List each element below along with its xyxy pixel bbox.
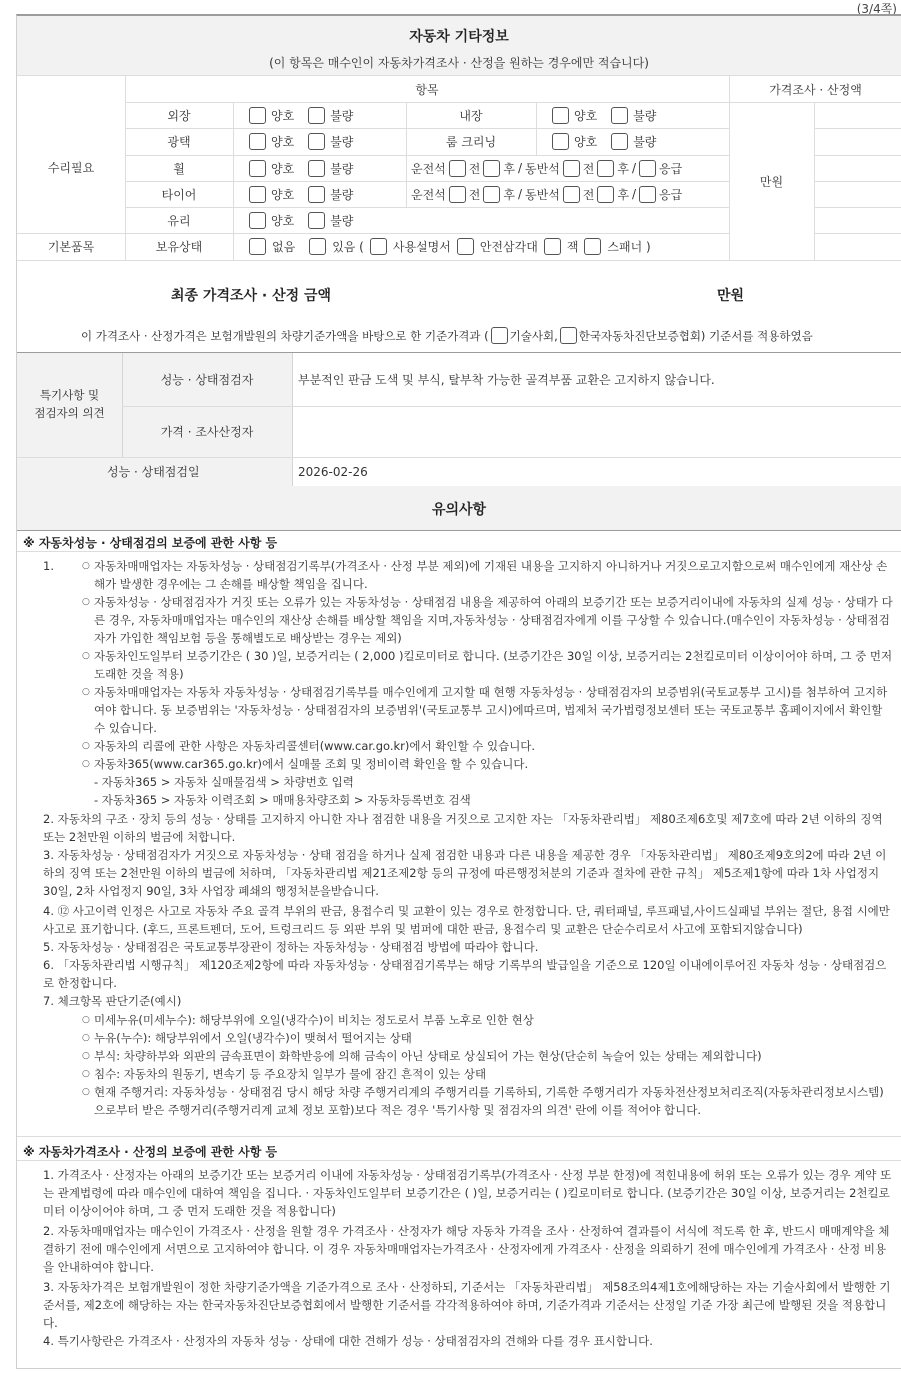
inspection-date-label bbox=[107, 457, 292, 486]
glass-bad-checkbox[interactable] bbox=[308, 212, 325, 229]
final-note bbox=[81, 327, 813, 344]
tire-emergency-checkbox[interactable] bbox=[639, 186, 656, 203]
wheel-passenger-rear-checkbox[interactable] bbox=[597, 160, 614, 177]
text-label: 전 bbox=[468, 187, 481, 202]
tire-position-options bbox=[411, 181, 682, 207]
text-label: 후 bbox=[617, 187, 629, 202]
gloss-bad-checkbox[interactable] bbox=[308, 133, 325, 150]
exterior-options bbox=[249, 102, 353, 128]
notice-item-4: 4. ⑫ 사고이력 인정은 사고로 자동차 주요 골격 부위의 판금, 용접수리 및 교환이 있는 경우로 한정합니다. 단, 쿼터패널, 루프패널,사이드실패널 부위는 절단, 용접 시에만 사고로 표기합니다. (후드, 프론트펜더, 도어, 트렁크리드 등 외판 부위 및 범퍼에 대한 판금, 용접수리 및 교환은 단순수리로서 사고에 포함되지않습니다) bbox=[43, 904, 890, 936]
price-unit bbox=[729, 102, 814, 260]
basic-label: 기본품목 bbox=[47, 240, 95, 254]
text-label: 불량 bbox=[330, 108, 354, 123]
glass-good-checkbox[interactable] bbox=[249, 212, 266, 229]
notice-bullet: ○ 자동차의 리콜에 관한 사항은 자동차리콜센터(www.car.go.kr)에서 확인할 수 있습니다. bbox=[94, 737, 894, 755]
opinion-label: 특기사항 및 점검자의 의견 bbox=[34, 388, 105, 420]
notice-bullet: ○ 현재 주행거리: 자동차성능 · 상태점검 당시 해당 차량 주행거리계의 주행거리를 기록하되, 기록한 주행거리가 자동차전산정보처리조직(자동차관리정보시스템)으로부터 받은 주행거리(주행거리계 교체 정보 포함)보다 적은 경우 '특기사항 및 점검자의 의견' 란에 이를 적어야 합니다. bbox=[94, 1083, 894, 1119]
text-label: 전 bbox=[582, 187, 595, 202]
text-label: 내장 bbox=[459, 108, 483, 123]
document-frame: 자동차 기타정보 (이 항목은 매수인이 자동차가격조사 · 산정을 원하는 경우에만 적습니다) 항목 가격조사 · 산정액 수리필요 기본품목 외장 광택 휠 타이어 유리 보유상태 양호 불량 양호 불량 양호 불량 양호 불량 양호 불량 내장 룸 크리닝 양호 불량 양호 불량 운전석 전 후 / 동반석 전 후 / 응급 운전석 전 후 / 동반석 전 후 / 응급 없음 있음 ( 사용설명서 안전삼각대 잭 스패너 ) 만원 최종 가격조사 · 산정 금액 만원 이 가격조사 · 산정가격은 보험개발원의 차량기준가액을 바탕으로 한 기준가격과 ( 기술사회, 한국자동차진단보증협회) 기준서를 적용하였음 특기사항 및 점검자의 의견 성능 · 상태점검자 부분적인 판금 도색 및 부식, 탈부착 가능한 골격부품 교환은 고지하지 않습니다. 가격 · 조사산정자 성능 · 상태점검일 2026-02-26 유의사항 ※ 자동차성능 · 상태점검의 보증에 관한 사항 등 1. ○ 자동차매매업자는 자동차성능 · 상태점검기록부(가격조사 · 산정 부분 제외)에 기재된 내용을 고지하지 아니하거나 거짓으로고지함으로써 매수인에게 재산상 손해가 발생한 경우에는 그 손해를 배상할 책임을 집니다. ○ 자동차성능 · 상태점검자가 거짓 또는 오류가 있는 자동차성능 · 상태점검 내용을 제공하여 아래의 보증기간 또는 보증거리이내에 자동차의 실제 성능 · 상태가 다른 경우, 자동차매매업자는 매수인의 재산상 손해를 배상할 책임을 지며,자동차성능 · 상태점검자에게 이를 구상할 수 있습니다.(매수인이 자동차성능 · 상태점검자가 가입한 책임보험 등을 통해별도로 배상받는 경우는 제외) ○ 자동차인도일부터 보증기간은 ( 30 )일, 보증거리는 ( 2,000 )킬로미터로 합니다. (보증기간은 30일 이상, 보증거리는 2천킬로미터 이상이어야 하며, 그 중 먼저 도래한 것을 적용) ○ 자동차매매업자는 자동차 자동차성능 · 상태점검기록부를 매수인에게 고지할 때 현행 자동차성능 · 상태점검자의 보증범위(국토교통부 고시)를 첨부하여 고지하여야 합니다. 동 보증범위는 '자동차성능 · 상태점검자의 보증범위'(국토교통부 고시)에따르며, 법제처 국가법령정보센터 또는 국토교통부 홈페이지에서 확인할 수 있습니다. ○ 자동차의 리콜에 관한 사항은 자동차리콜센터(www.car.go.kr)에서 확인할 수 있습니다. ○ 자동차365(www.car365.go.kr)에서 실매물 조회 및 정비이력 확인을 할 수 있습니다. - 자동차365 > 자동차 실매물검색 > 차량번호 입력 - 자동차365 > 자동차 이력조회 > 매매용차량조회 > 자동차등록번호 검색 2. 자동차의 구조 · 장치 등의 성능 · 상태를 고지하지 아니한 자나 점검한 내용을 거짓으로 고지한 자는 「자동차관리법」 제80조제6호및 제7호에 따라 2년 이하의 징역 또는 2천만원 이하의 벌금에 처합니다. 3. 자동차성능 · 상태점검자가 거짓으로 자동차성능 · 상태 점검을 하거나 실제 점검한 내용과 다른 내용을 제공한 경우 「자동차관리법」 제80조제9호의2에 따라 2년 이하의 징역 또는 2천만원 이하의 벌금에 처하며, 「자동차관리법 제21조제2항 등의 규정에 따른행정처분의 기준과 절차에 관한 규칙」 제5조제1항에 따라 1차 사업정지 30일, 2차 사업정지 90일, 3차 사업장 폐쇄의 행정처분을받습니다. 4. ⑫ 사고이력 인정은 사고로 자동차 주요 골격 부위의 판금, 용접수리 및 교환이 있는 경우로 한정합니다. 단, 쿼터패널, 루프패널,사이드실패널 부위는 절단, 용접 시에만 사고로 표기합니다. (후드, 프론트펜더, 도어, 트렁크리드 등 외판 부위 및 범퍼에 대한 판금, 용접수리 및 교환은 단순수리로서 사고에 포함되지않습니다) 5. 자동차성능 · 상태점검은 국토교통부장관이 정하는 자동차성능 · 상태점검 방법에 따라야 합니다. 6. 「자동차관리법 시행규칙」 제120조제2항에 따라 자동차성능 · 상태점검기록부는 해당 기록부의 발급일을 기준으로 120일 이내에이루어진 자동차 성능 · 상태점검으로 한정합니다. 7. 체크항목 판단기준(예시) ○ 미세누유(미세누수): 해당부위에 오일(냉각수)이 비치는 정도로서 부품 노후로 인한 현상 ○ 누유(누수): 해당부위에서 오일(냉각수)이 맺혀서 떨어지는 상태 ○ 부식: 차량하부와 외판의 금속표면이 화학반응에 의해 금속이 아닌 상태로 상실되어 가는 현상(단순히 녹슬어 있는 상태는 제외합니다) ○ 침수: 자동차의 원동기, 변속기 등 주요장치 일부가 물에 잠긴 흔적이 있는 상태 ○ 현재 주행거리: 자동차성능 · 상태점검 당시 해당 차량 주행거리계의 주행거리를 기록하되, 기록한 주행거리가 자동차전산정보처리조직(자동차관리정보시스템)으로부터 받은 주행거리(주행거리계 교체 정보 포함)보다 적은 경우 '특기사항 및 점검자의 의견' 란에 이를 적어야 합니다. ※ 자동차가격조사 · 산정의 보증에 관한 사항 등 1. 가격조사 · 산정자는 아래의 보증기간 또는 보증거리 이내에 자동차성능 · 상태점검기록부(가격조사 · 산정 부분 한정)에 적힌내용에 허위 또는 오류가 있는 경우 계약 또는 관계법령에 따라 매수인에 대하여 책임을 집니다. · 자동차인도일부터 보증기간은 ( )일, 보증거리는 ( )킬로미터로 합니다. (보증기간은 30일 이상, 보증거리는 2천킬로미터 이상이어야 하며, 그 중 먼저 도래한 것을 적용합니다) 2. 자동차매매업자는 매수인이 가격조사 · 산정을 원할 경우 가격조사 · 산정자가 해당 자동차 가격을 조사 · 산정하여 결과를이 서식에 적도록 한 후, 반드시 매매계약을 체결하기 전에 매수인에게 서면으로 고지하여야 합니다. 이 경우 자동차매매업자는가격조사 · 산정자에게 가격조사 · 산정을 의뢰하기 전에 매수인에게 가격조사 · 산정 비용을 안내하여야 합니다. 3. 자동차가격은 보험개발원이 정한 차량기준가액을 기준가격으로 조사 · 산정하되, 기준서는 「자동차관리법」 제58조의4제1호에해당하는 자는 기술사회에서 발행한 기준서를, 제2호에 해당하는 자는 한국자동차진단보증협회에서 발행한 기준서를 각각적용하여야 하며, 기준가격과 기준서는 산정일 기준 가장 최근에 발행된 것을 적용합니다. 4. 특기사항란은 가격조사 · 산정자의 자동차 성능 · 상태에 대한 견해가 성능 · 상태점검자의 견해와 다를 경우 표시합니다. bbox=[16, 14, 901, 1369]
text-label: 불량 bbox=[633, 108, 657, 123]
text-label: 양호 bbox=[271, 213, 295, 228]
interior-options bbox=[552, 102, 656, 128]
wheel-position-options bbox=[411, 155, 682, 181]
price-notice-1: 1. 가격조사 · 산정자는 아래의 보증기간 또는 보증거리 이내에 자동차성능 · 상태점검기록부(가격조사 · 산정 부분 한정)에 적힌내용에 허위 또는 오류가 있는 경우 계약 또는 관계법령에 따라 매수인에 대하여 책임을 집니다. · 자동차인도일부터 보증기간은 ( )일, 보증거리는 ( )킬로미터로 합니다. (보증기간은 30일 이상, 보증거리는 2천킬로미터 이상이어야 하며, 그 중 먼저 도래한 것을 적용합니다) bbox=[43, 1168, 892, 1218]
text-label: 이 가격조사 · 산정가격은 보험개발원의 차량기준가액을 바탕으로 한 기준가격과 ( bbox=[81, 328, 489, 343]
text-label: / bbox=[517, 187, 523, 201]
notice-item-3: 3. 자동차성능 · 상태점검자가 거짓으로 자동차성능 · 상태 점검을 하거나 실제 점검한 내용과 다른 내용을 제공한 경우 「자동차관리법」 제80조제9호의2에 따라 2년 이하의 징역 또는 2천만원 이하의 벌금에 처하며, 「자동차관리법 제21조제2항 등의 규정에 따른행정처분의 기준과 절차에 관한 규칙」 제5조제1항에 따라 1차 사업정지 30일, 2차 사업정지 90일, 3차 사업장 폐쇄의 행정처분을받습니다. bbox=[43, 848, 887, 898]
text-label: 전 bbox=[468, 161, 481, 176]
notice-bullet: ○ 자동차매매업자는 자동차 자동차성능 · 상태점검기록부를 매수인에게 고지할 때 현행 자동차성능 · 상태점검자의 보증범위(국토교통부 고시)를 첨부하여 고지하여야 합니다. 동 보증범위는 '자동차성능 · 상태점검자의 보증범위'(국토교통부 고시)에따르며, 법제처 국가법령정보센터 또는 국토교통부 홈페이지에서 확인할 수 있습니다. bbox=[94, 683, 894, 737]
notice-item-7: 7. 체크항목 판단기준(예시) bbox=[43, 994, 182, 1008]
text-label: 사용설명서 bbox=[392, 240, 451, 254]
notice-bullet: ○ 자동차성능 · 상태점검자가 거짓 또는 오류가 있는 자동차성능 · 상태점검 내용을 제공하여 아래의 보증기간 또는 보증거리이내에 자동차의 실제 성능 · 상태가 다른 경우, 자동차매매업자는 매수인의 재산상 손해를 배상할 책임을 지며,자동차성능 · 상태점검자에게 이를 구상할 수 있습니다.(매수인이 자동차성능 · 상태점검자가 가입한 책임보험 등을 통해별도로 배상받는 경우는 제외) bbox=[94, 593, 894, 647]
text-label: 불량 bbox=[330, 135, 354, 149]
text-label: 성능 · 상태점검자 bbox=[160, 373, 254, 387]
inspector-label bbox=[122, 353, 292, 406]
exterior-good-checkbox[interactable] bbox=[249, 107, 266, 124]
kadia-checkbox[interactable] bbox=[560, 327, 577, 344]
text-label: 후 bbox=[617, 161, 629, 176]
text-label: 불량 bbox=[330, 213, 354, 228]
text-label: 전 bbox=[582, 161, 595, 176]
text-label: 있음 ( bbox=[332, 240, 364, 254]
final-price-label: 최종 가격조사 · 산정 금액 bbox=[171, 288, 332, 304]
tire-passenger-rear-checkbox[interactable] bbox=[597, 186, 614, 203]
text-label: 만원 bbox=[759, 174, 784, 189]
text-label: 운전석 bbox=[411, 161, 446, 176]
price-notice-3: 3. 자동차가격은 보험개발원이 정한 차량기준가액을 기준가격으로 조사 · 산정하되, 기준서는 「자동차관리법」 제58조의4제1호에해당하는 자는 기술사회에서 발행한 기준서를, 제2호에 해당하는 자는 한국자동차진단보증협회에서 발행한 기준서를 각각적용하여야 하며, 기준가격과 기준서는 산정일 기준 가장 최근에 발행된 것을 적용합니다. bbox=[43, 1280, 891, 1330]
possession-label: 보유상태 bbox=[155, 240, 203, 254]
inspection-date bbox=[298, 457, 598, 486]
text-label: 양호 bbox=[574, 135, 598, 149]
tire-good-checkbox[interactable] bbox=[249, 186, 266, 203]
item-header: 항목 bbox=[415, 82, 439, 97]
triangle-checkbox[interactable] bbox=[457, 238, 474, 255]
room-cleaning-good-checkbox[interactable] bbox=[552, 133, 569, 150]
final-price-unit: 만원 bbox=[717, 288, 745, 304]
text-label: 후 bbox=[503, 187, 515, 202]
room-cleaning-bad-checkbox[interactable] bbox=[611, 133, 628, 150]
warranty-section-title: ※ 자동차성능 · 상태점검의 보증에 관한 사항 등 bbox=[23, 536, 278, 550]
tire-driver-front-checkbox[interactable] bbox=[449, 186, 466, 203]
exterior-label: 외장 bbox=[167, 108, 191, 123]
text-label: 후 bbox=[503, 161, 515, 176]
text-label: 동반석 bbox=[525, 187, 560, 202]
tire-passenger-front-checkbox[interactable] bbox=[563, 186, 580, 203]
final-price-section bbox=[17, 270, 901, 352]
text-label: / bbox=[517, 161, 523, 175]
wheel-driver-rear-checkbox[interactable] bbox=[483, 160, 500, 177]
text-label: 없음 bbox=[272, 240, 296, 254]
text-label: 2026-02-26 bbox=[298, 464, 368, 479]
exterior-bad-checkbox[interactable] bbox=[308, 107, 325, 124]
notice-bullet: ○ 자동차인도일부터 보증기간은 ( 30 )일, 보증거리는 ( 2,000 )킬로미터로 합니다. (보증기간은 30일 이상, 보증거리는 2천킬로미터 이상이어야 하며, 그 중 먼저 도래한 것을 적용) bbox=[94, 647, 894, 683]
gloss-options bbox=[249, 128, 353, 155]
notice-bullet: ○ 부식: 차량하부와 외판의 금속표면이 화학반응에 의해 금속이 아닌 상태로 상실되어 가는 현상(단순히 녹슬어 있는 상태는 제외합니다) bbox=[94, 1047, 894, 1065]
tire-bad-checkbox[interactable] bbox=[308, 186, 325, 203]
wheel-options bbox=[249, 155, 353, 181]
text-label: 기술사회, bbox=[509, 328, 558, 343]
text-label: 잭 bbox=[566, 240, 579, 254]
text-label: 양호 bbox=[574, 108, 598, 123]
text-label: 양호 bbox=[271, 135, 295, 149]
notice-item-2: 2. 자동차의 구조 · 장치 등의 성능 · 상태를 고지하지 아니한 자나 점검한 내용을 거짓으로 고지한 자는 「자동차관리법」 제80조제6호및 제7호에 따라 2년 이하의 징역 또는 2천만원 이하의 벌금에 처합니다. bbox=[43, 812, 883, 844]
interior-bad-checkbox[interactable] bbox=[611, 107, 628, 124]
repair-label: 수리필요 bbox=[47, 161, 95, 175]
text-label: 한국자동차진단보증협회) 기준서를 적용하였음 bbox=[578, 328, 813, 343]
notice-bullet: ○ 자동차365(www.car365.go.kr)에서 실매물 조회 및 정비이력 확인을 할 수 있습니다. bbox=[94, 755, 894, 773]
tire-options bbox=[249, 181, 353, 207]
text-label: 양호 bbox=[271, 161, 295, 176]
text-label: 응급 bbox=[659, 161, 683, 176]
possession-have-checkbox[interactable] bbox=[309, 238, 326, 255]
notice-bullet: ○ 누유(누수): 해당부위에서 오일(냉각수)이 맺혀서 떨어지는 상태 bbox=[94, 1029, 894, 1047]
wheel-good-checkbox[interactable] bbox=[249, 160, 266, 177]
room-cleaning-label bbox=[406, 128, 536, 155]
pricer-label bbox=[122, 406, 292, 457]
wheel-label: 휠 bbox=[173, 161, 185, 176]
text-label: 안전삼각대 bbox=[479, 240, 538, 254]
notice-title: 유의사항 bbox=[431, 502, 487, 518]
possession-options bbox=[249, 233, 651, 260]
text-label: 불량 bbox=[330, 187, 354, 202]
section-header bbox=[17, 16, 901, 75]
possession-none-checkbox[interactable] bbox=[249, 238, 266, 255]
manual-checkbox[interactable] bbox=[370, 238, 387, 255]
notice-bullet: ○ 침수: 자동차의 원동기, 변속기 등 주요장치 일부가 물에 잠긴 흔적이 있는 상태 bbox=[94, 1065, 894, 1083]
interior-label bbox=[406, 102, 536, 128]
wheel-emergency-checkbox[interactable] bbox=[639, 160, 656, 177]
text-label: 양호 bbox=[271, 187, 295, 202]
text-label: 응급 bbox=[659, 187, 683, 202]
tire-driver-rear-checkbox[interactable] bbox=[483, 186, 500, 203]
notice-bullet: ○ 미세누유(미세누수): 해당부위에 오일(냉각수)이 비치는 정도로서 부품 노후로 인한 현상 bbox=[94, 1011, 894, 1029]
price-notice-4: 4. 특기사항란은 가격조사 · 산정자의 자동차 성능 · 상태에 대한 견해가 성능 · 상태점검자의 견해와 다를 경우 표시합니다. bbox=[43, 1334, 653, 1348]
tech-society-checkbox[interactable] bbox=[491, 327, 508, 344]
glass-options bbox=[249, 207, 353, 233]
gloss-good-checkbox[interactable] bbox=[249, 133, 266, 150]
notice-item-6: 6. 「자동차관리법 시행규칙」 제120조제2항에 따라 자동차성능 · 상태점검기록부는 해당 기록부의 발급일을 기준으로 120일 이내에이루어진 자동차 성능 · 상태점검으로 한정합니다. bbox=[43, 958, 887, 990]
price-notice-2: 2. 자동차매매업자는 매수인이 가격조사 · 산정을 원할 경우 가격조사 · 산정자가 해당 자동차 가격을 조사 · 산정하여 결과를이 서식에 적도록 한 후, 반드시 매매계약을 체결하기 전에 매수인에게 서면으로 고지하여야 합니다. 이 경우 자동차매매업자는가격조사 · 산정자에게 가격조사 · 산정을 의뢰하기 전에 매수인에게 가격조사 · 산정 비용을 안내하여야 합니다. bbox=[43, 1224, 890, 1274]
page-indicator: (3/4쪽) bbox=[856, 2, 897, 16]
gloss-label: 광택 bbox=[167, 135, 191, 149]
text-label: 동반석 bbox=[525, 161, 560, 176]
text-label: 룸 크리닝 bbox=[445, 135, 497, 149]
text-label: 가격 · 조사산정자 bbox=[160, 425, 254, 439]
section-title: 자동차 기타정보 bbox=[409, 29, 509, 45]
wheel-bad-checkbox[interactable] bbox=[308, 160, 325, 177]
text-label: 운전석 bbox=[411, 187, 446, 202]
notice-item-5: 5. 자동차성능 · 상태점검은 국토교통부장관이 정하는 자동차성능 · 상태점검 방법에 따라야 합니다. bbox=[43, 940, 539, 954]
text-label: / bbox=[631, 161, 637, 175]
notice-bullet: ○ 자동차매매업자는 자동차성능 · 상태점검기록부(가격조사 · 산정 부분 제외)에 기재된 내용을 고지하지 아니하거나 거짓으로고지함으로써 매수인에게 재산상 손해가 발생한 경우에는 그 손해를 배상할 책임을 집니다. bbox=[94, 557, 894, 593]
jack-checkbox[interactable] bbox=[544, 238, 561, 255]
notice-header bbox=[17, 486, 901, 530]
text-label: 불량 bbox=[330, 161, 354, 176]
text-label: 성능 · 상태점검일 bbox=[107, 465, 200, 479]
section-note: (이 항목은 매수인이 자동차가격조사 · 산정을 원하는 경우에만 적습니다) bbox=[269, 56, 649, 70]
price-warranty-section-title: ※ 자동차가격조사 · 산정의 보증에 관한 사항 등 bbox=[23, 1145, 278, 1159]
interior-good-checkbox[interactable] bbox=[552, 107, 569, 124]
text-label: 불량 bbox=[633, 135, 657, 149]
tire-label: 타이어 bbox=[161, 187, 197, 202]
text-label: / bbox=[631, 187, 637, 201]
text-label: 부분적인 판금 도색 및 부식, 탈부착 가능한 골격부품 교환은 고지하지 않습니다. bbox=[298, 373, 715, 387]
price-header: 가격조사 · 산정액 bbox=[769, 82, 862, 97]
inspector-opinion bbox=[298, 353, 898, 406]
text-label: 스패너 ) bbox=[607, 240, 651, 254]
text-label: 양호 bbox=[271, 108, 295, 123]
room-cleaning-options bbox=[552, 128, 656, 155]
pricer-opinion bbox=[298, 406, 898, 457]
spanner-checkbox[interactable] bbox=[584, 238, 601, 255]
wheel-passenger-front-checkbox[interactable] bbox=[563, 160, 580, 177]
wheel-driver-front-checkbox[interactable] bbox=[449, 160, 466, 177]
glass-label: 유리 bbox=[167, 213, 191, 228]
